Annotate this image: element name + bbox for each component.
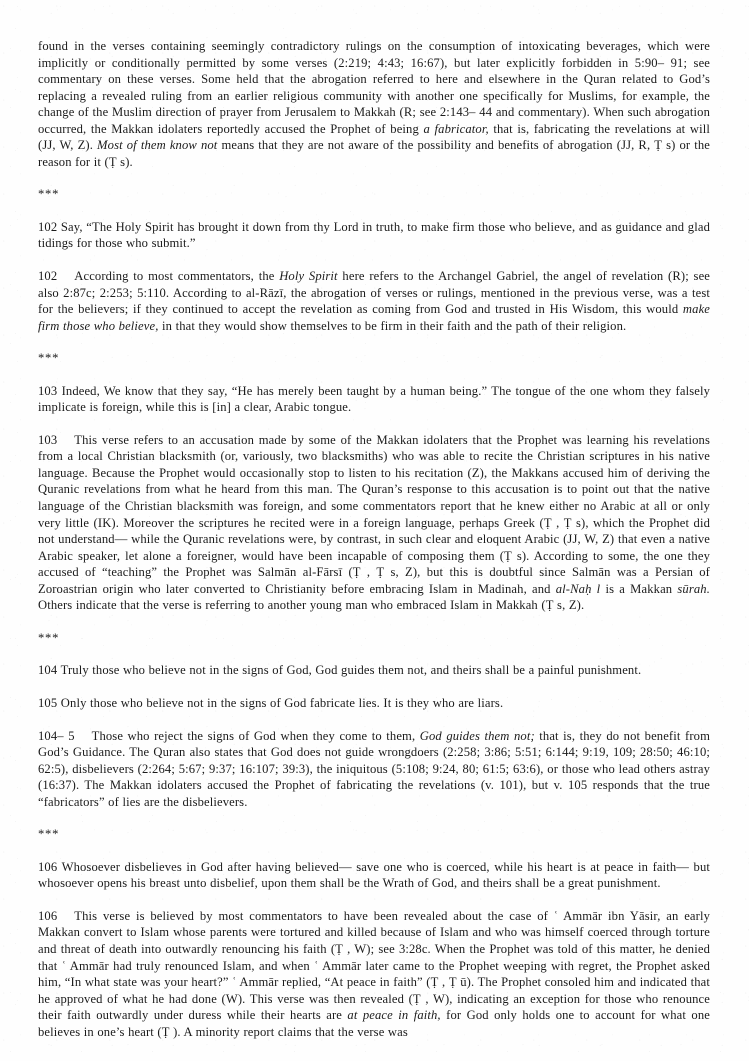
commentary-number-102: 102 bbox=[38, 269, 58, 284]
italic-a-fabricator: a fabricator, bbox=[423, 121, 489, 136]
verse-text-102: Say, “The Holy Spirit has brought it down from thy Lord in truth, to make firm those who believe, and as guidance and glad tidings for those who submit.” bbox=[38, 219, 710, 251]
text-run: This verse is believed by most commentators to have been revealed about the case of ʿ Ammār ibn Yāsir, an early Makkan convert to Islam whose parents were tortured and killed because of Islam and who was himself coerced through torture and threat of death into outwardly renouncing his faith (Ṭ , W); see 3:28c. When the Prophet was told of this matter, he denied that ʿ Ammār had truly renounced Islam, and when ʿ Ammār later came to the Prophet weeping with regret, the Prophet asked him, “In what state was your heart?” ʿ Ammār replied, “At peace in faith” (Ṭ , Ṭ ū). The Prophet consoled him and indicated that he approved of what he had done (W). This verse was then revealed (Ṭ , W), indicating an exception for those who renounce their faith outwardly under duress while their hearts are bbox=[38, 908, 710, 1023]
commentary-104-105 bbox=[38, 728, 710, 811]
commentary-102 bbox=[38, 268, 710, 334]
verse-text-104: Truly those who believe not in the signs of God, God guides them not, and theirs shall be a painful punishment. bbox=[57, 663, 642, 678]
verse-number-106: 106 bbox=[38, 859, 58, 874]
text-run: is a Makkan bbox=[600, 581, 678, 596]
text-run: here refers to the Archangel Gabriel, the angel of revelation (R); see also 2:87c; 2:253; 5:110. According to al-Rāzī, the abrogation of verses or rulings, mentioned in the previous verse, was a test for the believers; if they continued to accept the revelation as coming from God and trusted in His Wisdom, this would bbox=[38, 269, 711, 317]
section-separator-1: *** bbox=[38, 187, 60, 202]
commentary-number-106: 106 bbox=[38, 908, 58, 923]
document-text-column bbox=[38, 38, 710, 1040]
italic-most-of-them-know-not: Most of them know not bbox=[97, 138, 218, 153]
italic-god-guides-them-not: God guides them not; bbox=[419, 728, 535, 743]
text-run: that is, fabricating the revelations at will (JJ, W, Z). bbox=[38, 121, 710, 153]
verse-103 bbox=[38, 383, 710, 416]
commentary-103 bbox=[38, 432, 710, 614]
paragraph-abrogation-commentary bbox=[38, 38, 710, 170]
verse-104 bbox=[38, 662, 710, 679]
verse-106 bbox=[38, 859, 710, 892]
text-run: Those who reject the signs of God when they come to them, bbox=[91, 728, 420, 743]
text-run: for God only holds one to account for what one believes in one’s heart (Ṭ ). A minority report claims that the verse was bbox=[38, 1008, 710, 1039]
verse-text-103: Indeed, We know that they say, “He has merely been taught by a human being.” The tongue of the one whom they falsely implicate is foreign, while this is [in] a clear, Arabic tongue. bbox=[38, 383, 710, 415]
italic-make-firm-those-who-believe: make firm those who believe, bbox=[38, 302, 710, 333]
text-run: in that they would show themselves to be firm in their faith and the path of their religion. bbox=[158, 318, 627, 333]
italic-al-nahl: al-Naḥ l bbox=[555, 581, 601, 596]
text-run: This verse refers to an accusation made by some of the Makkan idolaters that the Prophet was learning his revelations from a local Christian blacksmith (or, variously, two blacksmiths) who was able to recite the Christian scriptures in his native language. Because the Prophet would occasionally stop to listen to his recitation (Z), the Makkans accused him of deriving the Quranic revelations from what he heard from this man. The Quran’s response to this accusation is to point out that the native language of the Christian blacksmith was foreign, and some commentators report that he knew either no Arabic at all or only very little (IK). Moreover the scriptures he recited were in a foreign language, perhaps Greek (Ṭ , Ṭ s), which the Prophet did not understand— while the Quranic revelations were, by contrast, in such clear and eloquent Arabic (JJ, W, Z) that even a native Arabic speaker, let alone a foreigner, would have been incapable of composing them (Ṭ s). According to some, the one they accused of “teaching” the Prophet was Salmān al-Fārsī (Ṭ , Ṭ s, Z), but this is doubtful since Salmān was a Persian of Zoroastrian origin who later converted to Christianity before embracing Islam in Madinah, and bbox=[38, 432, 710, 596]
italic-surah: sūrah. bbox=[677, 581, 710, 596]
verse-number-103: 103 bbox=[38, 383, 58, 398]
text-run: According to most commentators, the bbox=[74, 269, 280, 284]
verse-text-105: Only those who believe not in the signs of God fabricate lies. It is they who are liars. bbox=[57, 695, 504, 710]
text-run: found in the verses containing seemingly contradictory rulings on the consumption of intoxicating beverages, which were implicitly or conditionally permitted by some verses (2:219; 4:43; 16:67), but later explicitly forbidden in 5:90– 91; see commentary on these verses. Some held that the abrogation referred to here and elsewhere in the Quran related to God’s replacing a revealed ruling from an earlier religious community with another one specifically for Muslims, for example, the change of the Muslim direction of prayer from Jerusalem to Makkah (R; see 2:143– 44 and commentary). When such abrogation occurred, the Makkan idolaters reportedly accused the Prophet of being bbox=[38, 39, 710, 136]
commentary-number-103: 103 bbox=[38, 432, 58, 447]
verse-number-102: 102 bbox=[38, 219, 58, 234]
section-separator-2: *** bbox=[38, 351, 60, 366]
text-run: Others indicate that the verse is referring to another young man who embraced Islam in Makkah (Ṭ s, Z). bbox=[38, 598, 585, 613]
italic-at-peace-in-faith: at peace in faith, bbox=[347, 1008, 441, 1023]
text-run: means that they are not aware of the possibility and benefits of abrogation (JJ, R, Ṭ s) or the reason for it (Ṭ s). bbox=[38, 138, 710, 169]
verse-102 bbox=[38, 219, 710, 252]
italic-holy-spirit: Holy Spirit bbox=[279, 269, 338, 284]
verse-text-106: Whosoever disbelieves in God after having believed— save one who is coerced, while his heart is at peace in faith— but whosoever opens his breast unto disbelief, upon them shall be the Wrath of God, and theirs shall be a great punishment. bbox=[38, 859, 710, 891]
verse-number-105: 105 bbox=[38, 695, 58, 710]
text-run: that is, they do not benefit from God’s Guidance. The Quran also states that God does not guide wrongdoers (2:258; 3:86; 5:51; 6:144; 9:19, 109; 28:50; 46:10; 62:5), disbelievers (2:264; 5:67; 9:37; 16:107; 39:3), the iniquitous (5:108; 9:24, 80; 61:5; 63:6), or those who lead others astray (16:37). The Makkan idolaters accused the Prophet of fabricating the revelations (v. 101), but v. 105 responds that the true “fabricators” of lies are the disbelievers. bbox=[38, 728, 710, 809]
commentary-number-104-105: 104– 5 bbox=[38, 728, 75, 743]
verse-number-104: 104 bbox=[38, 663, 58, 678]
commentary-106 bbox=[38, 908, 710, 1040]
verse-105 bbox=[38, 695, 710, 712]
section-separator-4: *** bbox=[38, 827, 60, 842]
section-separator-3: *** bbox=[38, 630, 60, 645]
